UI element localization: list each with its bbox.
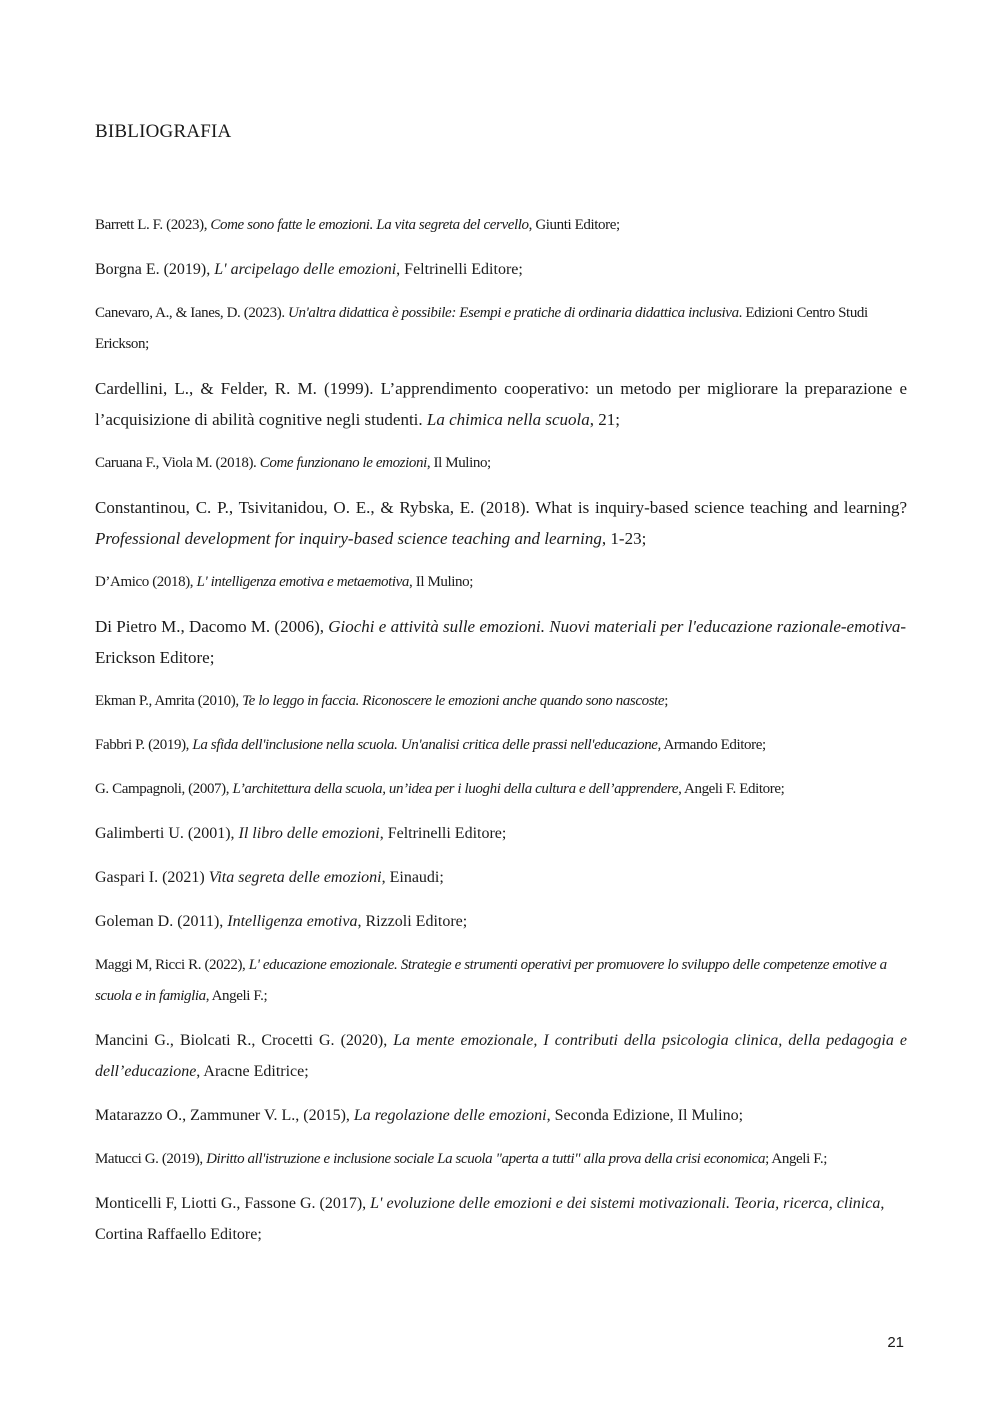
bibliography-entry: Mancini G., Biolcati R., Crocetti G. (2020), La mente emozionale, I contributi della psicologia clinica, della pedagogia e dell’educazione, Aracne Editrice;	[95, 1032, 907, 1080]
page-number: 21	[887, 1334, 904, 1351]
bibliography-entry: Gaspari I. (2021) Vita segreta delle emozioni, Einaudi;	[95, 869, 444, 886]
bibliography-entry: G. Campagnoli, (2007), L’architettura della scuola, un’idea per i luoghi della cultura e dell’apprendere, Angeli F. Editore;	[95, 781, 785, 797]
bibliography-entry: Barrett L. F. (2023), Come sono fatte le emozioni. La vita segreta del cervello, Giunti Editore;	[95, 217, 620, 233]
bibliography-entry: Canevaro, A., & Ianes, D. (2023). Un'altra didattica è possibile: Esempi e pratiche di ordinaria didattica inclusiva. Edizioni Centro Studi Erickson;	[95, 305, 868, 352]
bibliography-list	[95, 210, 907, 1263]
bibliography-entry: Fabbri P. (2019), La sfida dell'inclusione nella scuola. Un'analisi critica delle prassi nell'educazione, Armando Editore;	[95, 737, 766, 753]
bibliography-entry: Monticelli F, Liotti G., Fassone G. (2017), L' evoluzione delle emozioni e dei sistemi motivazionali. Teoria, ricerca, clinica, Cortina Raffaello Editore;	[95, 1195, 885, 1243]
bibliography-entry: D’Amico (2018), L' intelligenza emotiva e metaemotiva, Il Mulino;	[95, 574, 473, 590]
bibliography-entry: Maggi M, Ricci R. (2022), L' educazione emozionale. Strategie e strumenti operativi per promuovere lo sviluppo delle competenze emotive a scuola e in famiglia, Angeli F.;	[95, 957, 887, 1004]
page-title: BIBLIOGRAFIA	[95, 121, 232, 142]
bibliography-entry: Constantinou, C. P., Tsivitanidou, O. E., & Rybska, E. (2018). What is inquiry-based science teaching and learning? Professional development for inquiry-based science teaching and learning, 1-23;	[95, 498, 907, 548]
bibliography-entry: Di Pietro M., Dacomo M. (2006), Giochi e attività sulle emozioni. Nuovi materiali per l'educazione razionale-emotiva- Erickson Editore;	[95, 617, 907, 667]
bibliography-entry: Cardellini, L., & Felder, R. M. (1999). L’apprendimento cooperativo: un metodo per migliorare la preparazione e l’acquisizione di abilità cognitive negli studenti. La chimica nella scuola, 21;	[95, 379, 907, 429]
bibliography-entry: Borgna E. (2019), L' arcipelago delle emozioni, Feltrinelli Editore;	[95, 261, 523, 278]
bibliography-entry: Matucci G. (2019), Diritto all'istruzione e inclusione sociale La scuola "aperta a tutti" alla prova della crisi economica; Angeli F.;	[95, 1151, 828, 1167]
bibliography-entry: Matarazzo O., Zammuner V. L., (2015), La regolazione delle emozioni, Seconda Edizione, Il Mulino;	[95, 1107, 744, 1124]
bibliography-entry: Goleman D. (2011), Intelligenza emotiva, Rizzoli Editore;	[95, 913, 468, 930]
bibliography-entry: Ekman P., Amrita (2010), Te lo leggo in faccia. Riconoscere le emozioni anche quando sono nascoste;	[95, 693, 668, 709]
bibliography-entry: Caruana F., Viola M. (2018). Come funzionano le emozioni, Il Mulino;	[95, 455, 491, 471]
bibliography-entry: Galimberti U. (2001), Il libro delle emozioni, Feltrinelli Editore;	[95, 825, 507, 842]
